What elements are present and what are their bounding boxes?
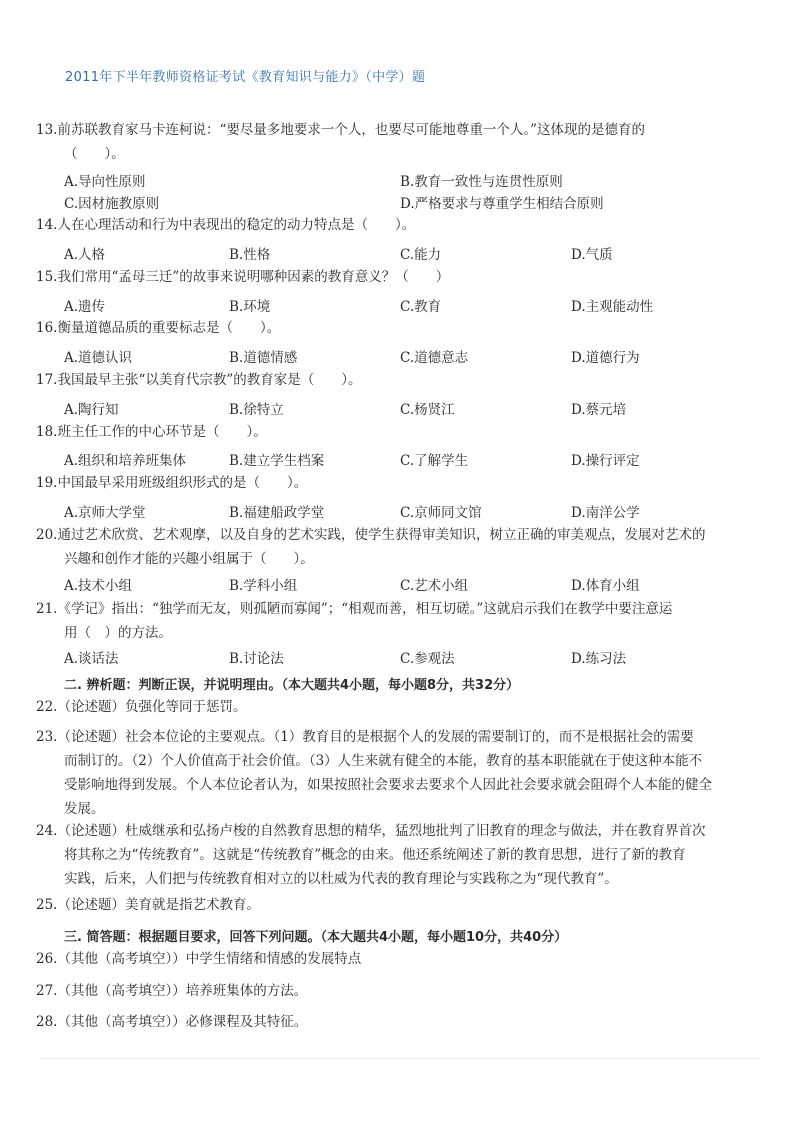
option-c: C.艺术小组 xyxy=(400,578,469,594)
question-15: 15.我们常用“孟母三迁”的故事来说明哪种因素的教育意义？（ ） xyxy=(36,269,450,285)
question-13-stem: 13.前苏联教育家马卡连柯说：“要尽量多地要求一个人，也要尽可能地尊重一个人。”这体现的是德育的 xyxy=(36,122,646,138)
option-d: D.南洋公学 xyxy=(571,505,640,521)
question-20-stem-cont: 兴趣和创作才能的兴趣小组属于（ ）。 xyxy=(64,551,314,567)
option-c: C.道德意志 xyxy=(400,350,469,366)
option-c: C.因材施教原则 xyxy=(64,196,160,212)
question-21-stem: 21.《学记》指出：“独学而无友，则孤陋而寡闻”；“相观而善，相互切磋。”这就启示我们在教学中要注意运 xyxy=(36,601,673,617)
question-25: 25.（论述题）美育就是指艺术教育。 xyxy=(36,897,260,913)
question-17: 17.我国最早主张“以美育代宗教”的教育家是（ ）。 xyxy=(36,372,362,388)
option-a: A.京师大学堂 xyxy=(64,505,146,521)
question-27: 27.（其他（高考填空））培养班集体的方法。 xyxy=(36,983,308,999)
option-b: B.教育一致性与连贯性原则 xyxy=(400,174,563,190)
option-a: A.道德认识 xyxy=(64,350,133,366)
section-3-heading: 三. 简答题：根据题目要求，回答下列问题。（本大题共4小题，每小题10分，共40分） xyxy=(64,930,568,945)
option-c: C.参观法 xyxy=(400,651,455,667)
option-c: C.杨贤江 xyxy=(400,402,455,418)
question-24 xyxy=(36,819,705,891)
footer-divider xyxy=(40,1058,760,1059)
option-b: B.道德情感 xyxy=(229,350,298,366)
option-d: D.道德行为 xyxy=(571,350,640,366)
option-a: A.导向性原则 xyxy=(64,174,146,190)
option-b: B.学科小组 xyxy=(229,578,298,594)
question-21-stem-cont: 用（ ）的方法。 xyxy=(64,625,172,641)
option-c: C.京师同文馆 xyxy=(400,505,482,521)
option-b: B.讨论法 xyxy=(229,651,284,667)
question-24-line: 将其称之为“传统教育”。这就是“传统教育”概念的由来。他还系统阐述了新的教育思想，进行了新的教育 xyxy=(64,847,686,863)
option-b: B.徐特立 xyxy=(229,402,284,418)
question-23-line: 23.（论述题）社会本位论的主要观点。（1）教育目的是根据个人的发展的需要制订的，而不是根据社会的需要 xyxy=(36,729,694,745)
question-20 xyxy=(36,523,705,571)
question-23 xyxy=(36,725,712,821)
option-a: A.技术小组 xyxy=(64,578,133,594)
option-a: A.陶行知 xyxy=(64,402,119,418)
question-28: 28.（其他（高考填空））必修课程及其特征。 xyxy=(36,1014,308,1030)
option-b: B.性格 xyxy=(229,247,271,263)
question-18: 18.班主任工作的中心环节是（ ）。 xyxy=(36,424,267,440)
option-b: B.福建船政学堂 xyxy=(229,505,325,521)
question-13 xyxy=(36,118,645,166)
option-d: D.练习法 xyxy=(571,651,627,667)
question-22: 22.（论述题）负强化等同于惩罚。 xyxy=(36,699,247,715)
option-a: A.组织和培养班集体 xyxy=(64,453,187,469)
option-d: D.操行评定 xyxy=(571,453,640,469)
option-c: C.能力 xyxy=(400,247,442,263)
question-23-line: 发展。 xyxy=(64,801,105,817)
question-16: 16.衡量道德品质的重要标志是（ ）。 xyxy=(36,320,281,336)
question-23-line: 而制订的。（2）个人价值高于社会价值。（3）人生来就有健全的本能，教育的基本职能就在于使这种本能不 xyxy=(64,753,703,769)
option-c: C.了解学生 xyxy=(400,453,469,469)
option-b: B.环境 xyxy=(229,299,271,315)
document-header: 2011年下半年教师资格证考试《教育知识与能力》（中学）题 xyxy=(65,70,426,85)
option-d: D.体育小组 xyxy=(571,578,640,594)
question-21 xyxy=(36,597,672,645)
option-d: D.主观能动性 xyxy=(571,299,654,315)
option-c: C.教育 xyxy=(400,299,442,315)
question-24-line: 24.（论述题）杜威继承和弘扬卢梭的自然教育思想的精华，猛烈地批判了旧教育的理念与做法，并在教育界首次 xyxy=(36,823,706,839)
question-19: 19.中国最早采用班级组织形式的是（ ）。 xyxy=(36,475,308,491)
question-20-stem: 20.通过艺术欣赏、艺术观摩，以及自身的艺术实践，使学生获得审美知识，树立正确的审美观点，发展对艺术的 xyxy=(36,527,706,543)
option-d: D.严格要求与尊重学生相结合原则 xyxy=(400,196,604,212)
option-d: D.蔡元培 xyxy=(571,402,627,418)
option-d: D.气质 xyxy=(571,247,613,263)
option-a: A.遗传 xyxy=(64,299,106,315)
question-23-line: 受影响地得到发展。个人本位论者认为，如果按照社会要求去要求个人因此社会要求就会阻碍个人本能的健全 xyxy=(64,777,712,793)
question-24-line: 实践，后来，人们把与传统教育相对立的以杜威为代表的教育理论与实践称之为“现代教育”。 xyxy=(64,871,618,887)
question-14: 14.人在心理活动和行为中表现出的稳定的动力特点是（ ）。 xyxy=(36,217,416,233)
option-a: A.人格 xyxy=(64,247,106,263)
option-a: A.谈话法 xyxy=(64,651,119,667)
section-2-heading: 二. 辨析题：判断正误，并说明理由。（本大题共4小题，每小题8分，共32分） xyxy=(64,678,520,693)
question-13-stem-cont: （ ）。 xyxy=(64,146,125,162)
question-26: 26.（其他（高考填空））中学生情绪和情感的发展特点 xyxy=(36,951,362,967)
option-b: B.建立学生档案 xyxy=(229,453,325,469)
